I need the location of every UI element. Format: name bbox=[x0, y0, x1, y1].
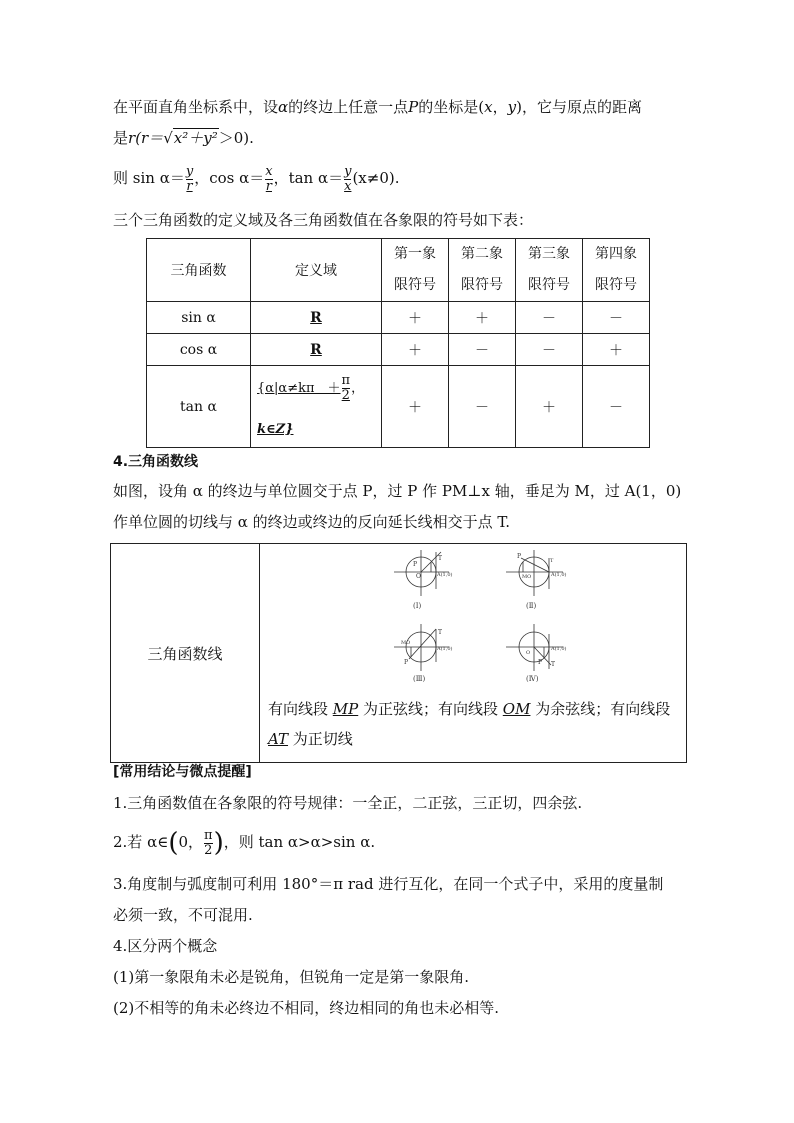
svg-text:P: P bbox=[403, 659, 408, 666]
pi-over-2 bbox=[342, 374, 351, 403]
sign-cell: ＋ bbox=[382, 334, 449, 366]
tip-3a: 3.角度制与弧度制可利用 180°＝π rad 进行互化，在同一个式子中，采用的度量制 bbox=[113, 875, 664, 893]
table-intro: 三个三角函数的定义域及各三角函数值在各象限的符号如下表： bbox=[113, 211, 534, 229]
svg-text:O: O bbox=[525, 650, 530, 656]
tip-4-2: (2)不相等的角未必终边不相同，终边相同的角也未必相等. bbox=[113, 999, 500, 1017]
denominator: r bbox=[265, 178, 272, 194]
domain-cell: R bbox=[251, 334, 382, 366]
tip-1: 1.三角函数值在各象限的符号规律：一全正，二正弦，三正切，四余弦. bbox=[113, 794, 583, 812]
fn-cell: tan α bbox=[147, 366, 251, 448]
text: 2.若 α∈ bbox=[113, 833, 169, 851]
numerator: y bbox=[344, 163, 352, 179]
segment-at: AT bbox=[268, 730, 289, 748]
text: 限符号 bbox=[394, 277, 436, 293]
diag-label: (Ⅰ) bbox=[412, 602, 421, 610]
numerator: x bbox=[265, 163, 273, 179]
unit-circle-figure bbox=[261, 544, 686, 684]
domain-text: k∈Z} bbox=[257, 422, 294, 437]
alpha-symbol: α bbox=[278, 98, 289, 116]
text: 为正弦线；有向线段 bbox=[358, 700, 503, 718]
denominator: r bbox=[186, 178, 193, 194]
label-cell: 三角函数线 bbox=[111, 544, 260, 763]
sign-cell: － bbox=[583, 302, 650, 334]
text: 为正切线 bbox=[288, 730, 353, 748]
svg-text:O: O bbox=[415, 573, 421, 580]
denominator: x bbox=[344, 178, 352, 194]
denominator: 2 bbox=[204, 842, 213, 858]
text: 限符号 bbox=[528, 277, 570, 293]
header-cell bbox=[583, 239, 650, 302]
x-var: x bbox=[484, 98, 493, 116]
text: 第四象 bbox=[595, 246, 637, 262]
fn-cell: sin α bbox=[147, 302, 251, 334]
tip-3b: 必须一致，不可混用. bbox=[113, 906, 253, 924]
text: ＞0). bbox=[218, 129, 254, 147]
text: 限符号 bbox=[461, 277, 503, 293]
svg-text:T: T bbox=[437, 629, 442, 636]
trig-lines-table bbox=[110, 543, 687, 763]
tips-title: [常用结论与微点提醒] bbox=[113, 764, 252, 780]
sign-cell: － bbox=[583, 366, 650, 448]
text: 的终边上任意一点 bbox=[288, 98, 409, 116]
domain-text: {α|α≠kπ ＋ bbox=[257, 381, 341, 396]
sign-cell: ＋ bbox=[583, 334, 650, 366]
sign-cell: － bbox=[449, 366, 516, 448]
segment-mp: MP bbox=[332, 700, 359, 718]
svg-text:P: P bbox=[537, 659, 542, 666]
svg-text:MO: MO bbox=[400, 640, 410, 646]
intro-line-1 bbox=[113, 97, 642, 117]
sign-cell: － bbox=[449, 334, 516, 366]
denominator: 2 bbox=[341, 388, 350, 403]
svg-text:A(1,0): A(1,0) bbox=[436, 572, 452, 578]
y-var: y bbox=[507, 98, 517, 116]
r-var: r bbox=[128, 129, 136, 147]
trig-line-description bbox=[260, 684, 686, 762]
fn-cell: cos α bbox=[147, 334, 251, 366]
text: ， bbox=[492, 98, 508, 116]
numerator: y bbox=[185, 163, 194, 179]
diag-label: (Ⅱ) bbox=[525, 602, 536, 610]
header-cell: 定义域 bbox=[251, 239, 382, 302]
text: 的坐标是( bbox=[418, 98, 485, 116]
text: 是 bbox=[113, 129, 129, 147]
header-cell bbox=[516, 239, 583, 302]
segment-om: OM bbox=[502, 700, 531, 718]
text: 在平面直角坐标系中，设 bbox=[113, 98, 279, 116]
text: 第一象 bbox=[394, 246, 436, 262]
domain-cell: R bbox=[251, 302, 382, 334]
sign-cell: － bbox=[516, 334, 583, 366]
svg-text:P: P bbox=[412, 561, 417, 568]
content-cell bbox=[260, 544, 687, 763]
sign-cell: ＋ bbox=[382, 302, 449, 334]
numerator: π bbox=[341, 373, 351, 388]
svg-text:A(1,0): A(1,0) bbox=[550, 572, 566, 578]
point-p: P bbox=[408, 98, 419, 116]
text: ，则 tan α>α>sin α. bbox=[223, 833, 376, 851]
svg-text:T: T bbox=[437, 555, 442, 562]
text: 为余弦线；有向线段 bbox=[530, 700, 671, 718]
sign-cell: ＋ bbox=[382, 366, 449, 448]
sin-fraction bbox=[186, 165, 193, 194]
tan-condition: (x≠0). bbox=[352, 169, 400, 187]
text: 0， bbox=[178, 833, 204, 851]
section-title: 4.三角函数线 bbox=[113, 454, 199, 470]
table-header-row bbox=[147, 239, 650, 302]
tip-4: 4.区分两个概念 bbox=[113, 937, 218, 955]
diag-label: (Ⅲ) bbox=[412, 675, 425, 683]
sign-cell: ＋ bbox=[449, 302, 516, 334]
tip-2: 2.若 α∈(0， $\frac{\pi}{2}$ )，则 tan α>α>sin α. bbox=[113, 827, 376, 858]
text: 限符号 bbox=[595, 277, 637, 293]
section-para-1: 如图，设角 α 的终边与单位圆交于点 P，过 P 作 PM⊥x 轴，垂足为 M，过 A(1，0) bbox=[113, 482, 682, 500]
table-row bbox=[147, 334, 650, 366]
svg-text:MO: MO bbox=[521, 574, 531, 580]
table-row bbox=[111, 544, 687, 763]
svg-text:T: T bbox=[550, 661, 555, 668]
sin-label: 则 sin α＝ bbox=[113, 169, 185, 187]
text: 有向线段 bbox=[268, 700, 333, 718]
table-row bbox=[147, 366, 650, 448]
sqrt-expression: x²＋y² bbox=[173, 129, 218, 147]
svg-text:P: P bbox=[516, 553, 521, 560]
tip-4-1: (1)第一象限角未必是锐角，但锐角一定是第一象限角. bbox=[113, 968, 470, 986]
svg-text:A(1,0): A(1,0) bbox=[550, 646, 566, 652]
tan-label: ，tan α＝ bbox=[273, 169, 344, 187]
domain-cell: {α|α≠kπ ＋ $\frac{\pi}{2}$ ， k∈Z} bbox=[251, 366, 382, 448]
sign-cell: ＋ bbox=[516, 366, 583, 448]
table-row bbox=[147, 302, 650, 334]
text: 第二象 bbox=[461, 246, 503, 262]
header-cell bbox=[449, 239, 516, 302]
intro-line-2: 是r(r＝√x²＋y²＞0). bbox=[113, 129, 254, 147]
pi-over-2 bbox=[204, 829, 213, 858]
diag-label: (Ⅳ) bbox=[525, 675, 538, 683]
cos-fraction bbox=[265, 165, 272, 194]
sign-table bbox=[146, 238, 650, 448]
sign-cell: － bbox=[516, 302, 583, 334]
definitions-line bbox=[113, 160, 400, 196]
text: (r＝ bbox=[135, 129, 164, 147]
header-cell: 三角函数 bbox=[147, 239, 251, 302]
cos-label: ，cos α＝ bbox=[194, 169, 265, 187]
header-cell bbox=[382, 239, 449, 302]
tan-fraction bbox=[344, 165, 351, 194]
numerator: π bbox=[204, 827, 213, 843]
section-para-2: 作单位圆的切线与 α 的终边或终边的反向延长线相交于点 T. bbox=[113, 513, 511, 531]
svg-text:A(1,0): A(1,0) bbox=[436, 646, 452, 652]
text: 第三象 bbox=[528, 246, 570, 262]
svg-text:T: T bbox=[549, 558, 553, 564]
text: )，它与原点的距离 bbox=[516, 98, 642, 116]
unit-circle-diagrams bbox=[261, 544, 686, 684]
